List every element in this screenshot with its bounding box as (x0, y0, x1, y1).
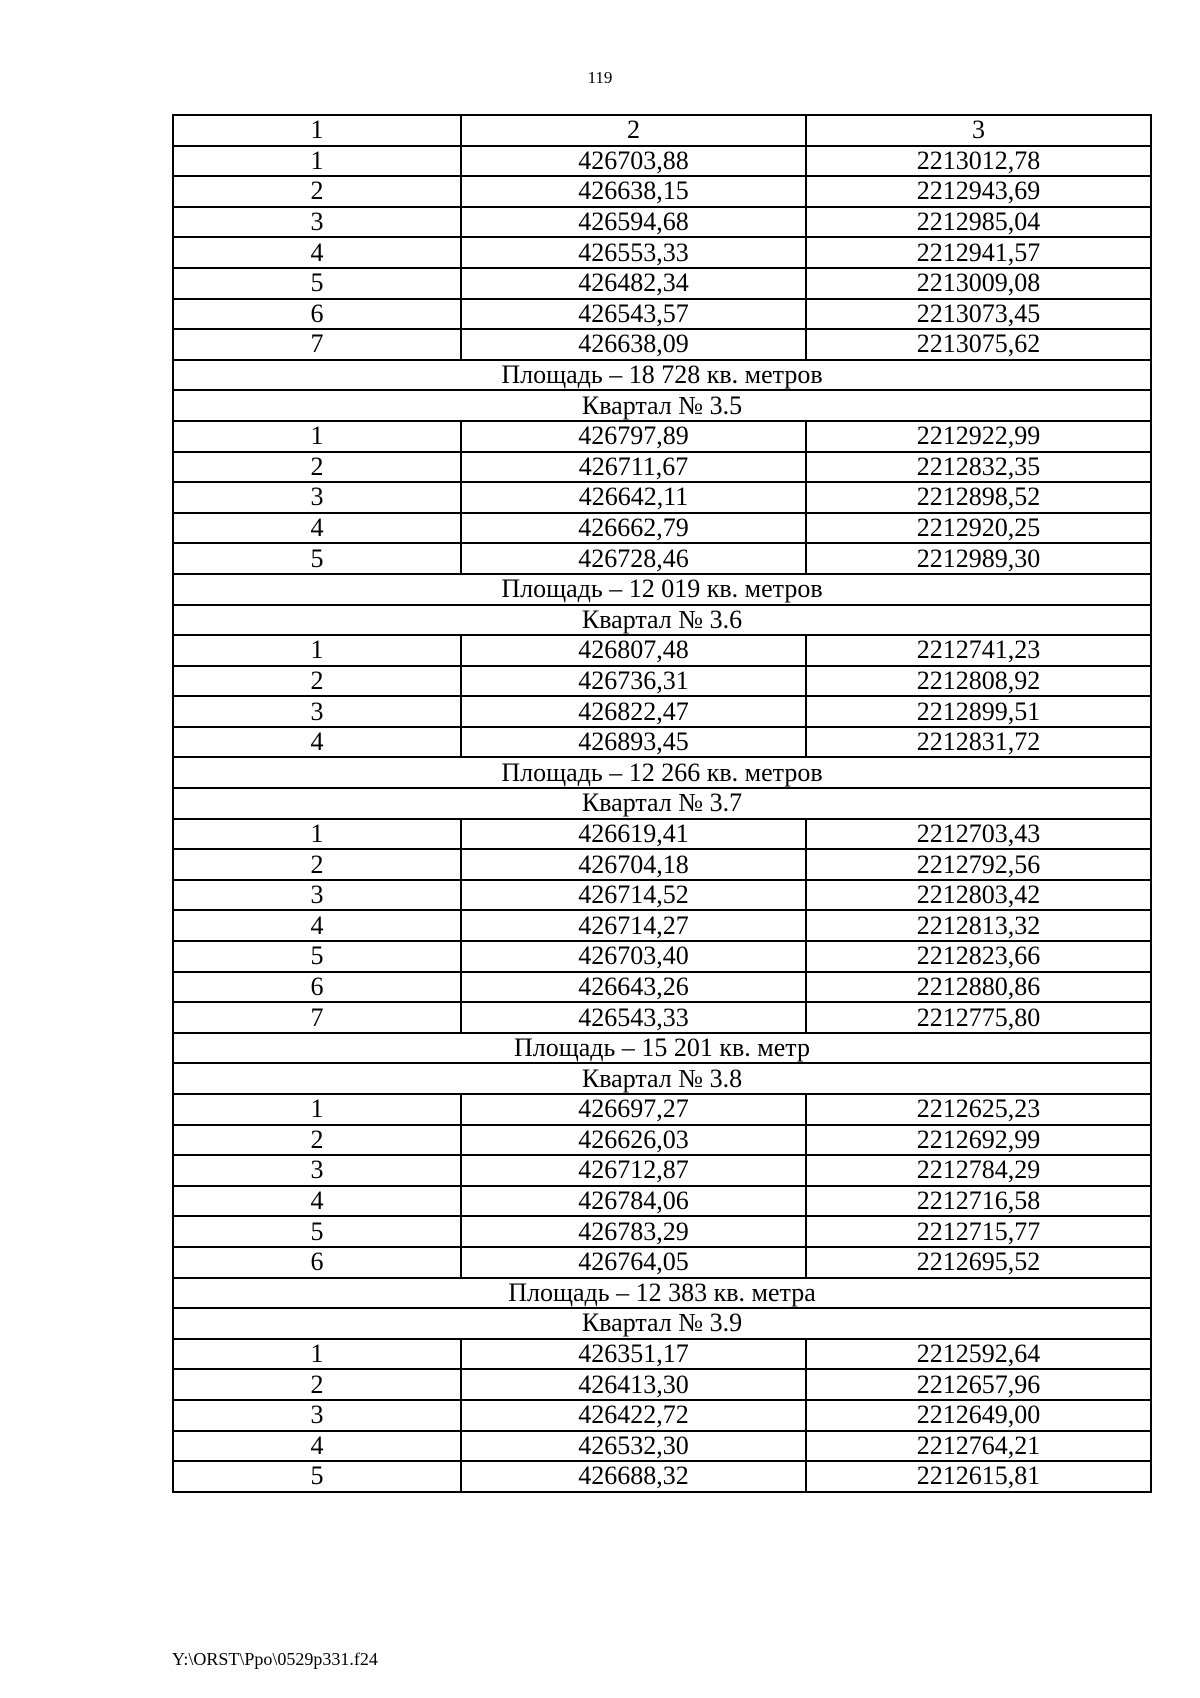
table-section-row (173, 574, 1151, 605)
y-coordinate-cell: 2212775,80 (806, 1002, 1151, 1033)
table-row (173, 1094, 1151, 1125)
table-row (173, 819, 1151, 850)
section-label-cell: Площадь – 12 266 кв. метров (173, 757, 1151, 788)
point-number-cell: 1 (173, 1094, 461, 1125)
x-coordinate-cell: 426736,31 (461, 666, 806, 697)
point-number-cell: 4 (173, 910, 461, 941)
y-coordinate-cell: 2212784,29 (806, 1155, 1151, 1186)
table-row (173, 1339, 1151, 1370)
table-row (173, 543, 1151, 574)
x-coordinate-cell: 426626,03 (461, 1125, 806, 1156)
x-coordinate-cell: 426422,72 (461, 1400, 806, 1431)
y-coordinate-cell: 2212592,64 (806, 1339, 1151, 1370)
x-coordinate-cell: 426822,47 (461, 696, 806, 727)
y-coordinate-cell: 2212741,23 (806, 635, 1151, 666)
y-coordinate-cell: 2212615,81 (806, 1461, 1151, 1492)
table-header-row (173, 115, 1151, 146)
x-coordinate-cell: 426351,17 (461, 1339, 806, 1370)
x-coordinate-cell: 426714,52 (461, 880, 806, 911)
table-row (173, 1216, 1151, 1247)
x-coordinate-cell: 426688,32 (461, 1461, 806, 1492)
table-section-row (173, 1063, 1151, 1094)
point-number-cell: 5 (173, 268, 461, 299)
coordinates-table (172, 114, 1152, 1493)
x-coordinate-cell: 426711,67 (461, 452, 806, 483)
section-label-cell: Площадь – 18 728 кв. метров (173, 360, 1151, 391)
point-number-cell: 3 (173, 1400, 461, 1431)
header-cell-y: 3 (806, 115, 1151, 146)
point-number-cell: 1 (173, 635, 461, 666)
table-row (173, 1400, 1151, 1431)
y-coordinate-cell: 2212832,35 (806, 452, 1151, 483)
x-coordinate-cell: 426642,11 (461, 482, 806, 513)
x-coordinate-cell: 426704,18 (461, 849, 806, 880)
point-number-cell: 7 (173, 329, 461, 360)
x-coordinate-cell: 426764,05 (461, 1247, 806, 1278)
table-row (173, 1369, 1151, 1400)
x-coordinate-cell: 426643,26 (461, 972, 806, 1003)
y-coordinate-cell: 2212943,69 (806, 176, 1151, 207)
y-coordinate-cell: 2213075,62 (806, 329, 1151, 360)
table-section-row (173, 390, 1151, 421)
table-row (173, 1002, 1151, 1033)
y-coordinate-cell: 2212808,92 (806, 666, 1151, 697)
section-label-cell: Квартал № 3.6 (173, 605, 1151, 636)
x-coordinate-cell: 426783,29 (461, 1216, 806, 1247)
header-cell-x: 2 (461, 115, 806, 146)
point-number-cell: 2 (173, 1125, 461, 1156)
y-coordinate-cell: 2212625,23 (806, 1094, 1151, 1125)
point-number-cell: 3 (173, 1155, 461, 1186)
x-coordinate-cell: 426714,27 (461, 910, 806, 941)
table-section-row (173, 757, 1151, 788)
point-number-cell: 4 (173, 727, 461, 758)
table-section-row (173, 1308, 1151, 1339)
y-coordinate-cell: 2212880,86 (806, 972, 1151, 1003)
table-row (173, 849, 1151, 880)
footer-file-path: Y:\ORST\Ppo\0529p331.f24 (172, 1649, 378, 1669)
table-row (173, 207, 1151, 238)
table-row (173, 727, 1151, 758)
table-row (173, 237, 1151, 268)
y-coordinate-cell: 2212831,72 (806, 727, 1151, 758)
point-number-cell: 1 (173, 146, 461, 177)
y-coordinate-cell: 2212703,43 (806, 819, 1151, 850)
y-coordinate-cell: 2212657,96 (806, 1369, 1151, 1400)
table-row (173, 1247, 1151, 1278)
point-number-cell: 5 (173, 1461, 461, 1492)
y-coordinate-cell: 2212898,52 (806, 482, 1151, 513)
point-number-cell: 1 (173, 421, 461, 452)
y-coordinate-cell: 2212695,52 (806, 1247, 1151, 1278)
y-coordinate-cell: 2212922,99 (806, 421, 1151, 452)
table-row (173, 972, 1151, 1003)
x-coordinate-cell: 426638,15 (461, 176, 806, 207)
x-coordinate-cell: 426703,40 (461, 941, 806, 972)
table-row (173, 482, 1151, 513)
y-coordinate-cell: 2212764,21 (806, 1431, 1151, 1462)
section-label-cell: Квартал № 3.5 (173, 390, 1151, 421)
table-row (173, 941, 1151, 972)
table-row (173, 329, 1151, 360)
table-section-row (173, 605, 1151, 636)
section-label-cell: Квартал № 3.9 (173, 1308, 1151, 1339)
y-coordinate-cell: 2212692,99 (806, 1125, 1151, 1156)
table-section-row (173, 1278, 1151, 1309)
x-coordinate-cell: 426413,30 (461, 1369, 806, 1400)
table-row (173, 513, 1151, 544)
table-section-row (173, 360, 1151, 391)
x-coordinate-cell: 426553,33 (461, 237, 806, 268)
table-row (173, 1155, 1151, 1186)
point-number-cell: 7 (173, 1002, 461, 1033)
x-coordinate-cell: 426807,48 (461, 635, 806, 666)
point-number-cell: 6 (173, 1247, 461, 1278)
point-number-cell: 3 (173, 482, 461, 513)
point-number-cell: 5 (173, 543, 461, 574)
y-coordinate-cell: 2213009,08 (806, 268, 1151, 299)
x-coordinate-cell: 426594,68 (461, 207, 806, 238)
section-label-cell: Площадь – 12 019 кв. метров (173, 574, 1151, 605)
table-row (173, 635, 1151, 666)
table-row (173, 268, 1151, 299)
x-coordinate-cell: 426482,34 (461, 268, 806, 299)
point-number-cell: 6 (173, 972, 461, 1003)
y-coordinate-cell: 2213012,78 (806, 146, 1151, 177)
table-row (173, 1461, 1151, 1492)
table-row (173, 666, 1151, 697)
y-coordinate-cell: 2212899,51 (806, 696, 1151, 727)
y-coordinate-cell: 2212941,57 (806, 237, 1151, 268)
table-section-row (173, 788, 1151, 819)
x-coordinate-cell: 426543,57 (461, 299, 806, 330)
table-row (173, 1125, 1151, 1156)
x-coordinate-cell: 426728,46 (461, 543, 806, 574)
point-number-cell: 5 (173, 1216, 461, 1247)
point-number-cell: 2 (173, 666, 461, 697)
x-coordinate-cell: 426893,45 (461, 727, 806, 758)
x-coordinate-cell: 426532,30 (461, 1431, 806, 1462)
table-row (173, 146, 1151, 177)
table-section-row (173, 1033, 1151, 1064)
y-coordinate-cell: 2212792,56 (806, 849, 1151, 880)
point-number-cell: 2 (173, 452, 461, 483)
point-number-cell: 4 (173, 1431, 461, 1462)
point-number-cell: 4 (173, 237, 461, 268)
point-number-cell: 2 (173, 849, 461, 880)
y-coordinate-cell: 2212715,77 (806, 1216, 1151, 1247)
table-row (173, 910, 1151, 941)
point-number-cell: 1 (173, 1339, 461, 1370)
y-coordinate-cell: 2212649,00 (806, 1400, 1151, 1431)
x-coordinate-cell: 426797,89 (461, 421, 806, 452)
point-number-cell: 1 (173, 819, 461, 850)
x-coordinate-cell: 426543,33 (461, 1002, 806, 1033)
y-coordinate-cell: 2212803,42 (806, 880, 1151, 911)
section-label-cell: Площадь – 12 383 кв. метра (173, 1278, 1151, 1309)
y-coordinate-cell: 2212989,30 (806, 543, 1151, 574)
table-row (173, 880, 1151, 911)
x-coordinate-cell: 426784,06 (461, 1186, 806, 1217)
coordinates-table-body (173, 115, 1151, 1492)
x-coordinate-cell: 426703,88 (461, 146, 806, 177)
point-number-cell: 4 (173, 1186, 461, 1217)
y-coordinate-cell: 2212985,04 (806, 207, 1151, 238)
y-coordinate-cell: 2213073,45 (806, 299, 1151, 330)
section-label-cell: Площадь – 15 201 кв. метр (173, 1033, 1151, 1064)
table-row (173, 299, 1151, 330)
table-row (173, 452, 1151, 483)
table-row (173, 1186, 1151, 1217)
table-row (173, 421, 1151, 452)
table-row (173, 696, 1151, 727)
header-cell-point-number: 1 (173, 115, 461, 146)
point-number-cell: 2 (173, 176, 461, 207)
table-row (173, 176, 1151, 207)
x-coordinate-cell: 426662,79 (461, 513, 806, 544)
section-label-cell: Квартал № 3.8 (173, 1063, 1151, 1094)
page-number: 119 (587, 68, 613, 87)
point-number-cell: 6 (173, 299, 461, 330)
y-coordinate-cell: 2212716,58 (806, 1186, 1151, 1217)
table-row (173, 1431, 1151, 1462)
point-number-cell: 3 (173, 207, 461, 238)
point-number-cell: 5 (173, 941, 461, 972)
x-coordinate-cell: 426638,09 (461, 329, 806, 360)
x-coordinate-cell: 426619,41 (461, 819, 806, 850)
y-coordinate-cell: 2212823,66 (806, 941, 1151, 972)
point-number-cell: 2 (173, 1369, 461, 1400)
y-coordinate-cell: 2212813,32 (806, 910, 1151, 941)
point-number-cell: 3 (173, 880, 461, 911)
y-coordinate-cell: 2212920,25 (806, 513, 1151, 544)
x-coordinate-cell: 426712,87 (461, 1155, 806, 1186)
x-coordinate-cell: 426697,27 (461, 1094, 806, 1125)
point-number-cell: 4 (173, 513, 461, 544)
point-number-cell: 3 (173, 696, 461, 727)
section-label-cell: Квартал № 3.7 (173, 788, 1151, 819)
